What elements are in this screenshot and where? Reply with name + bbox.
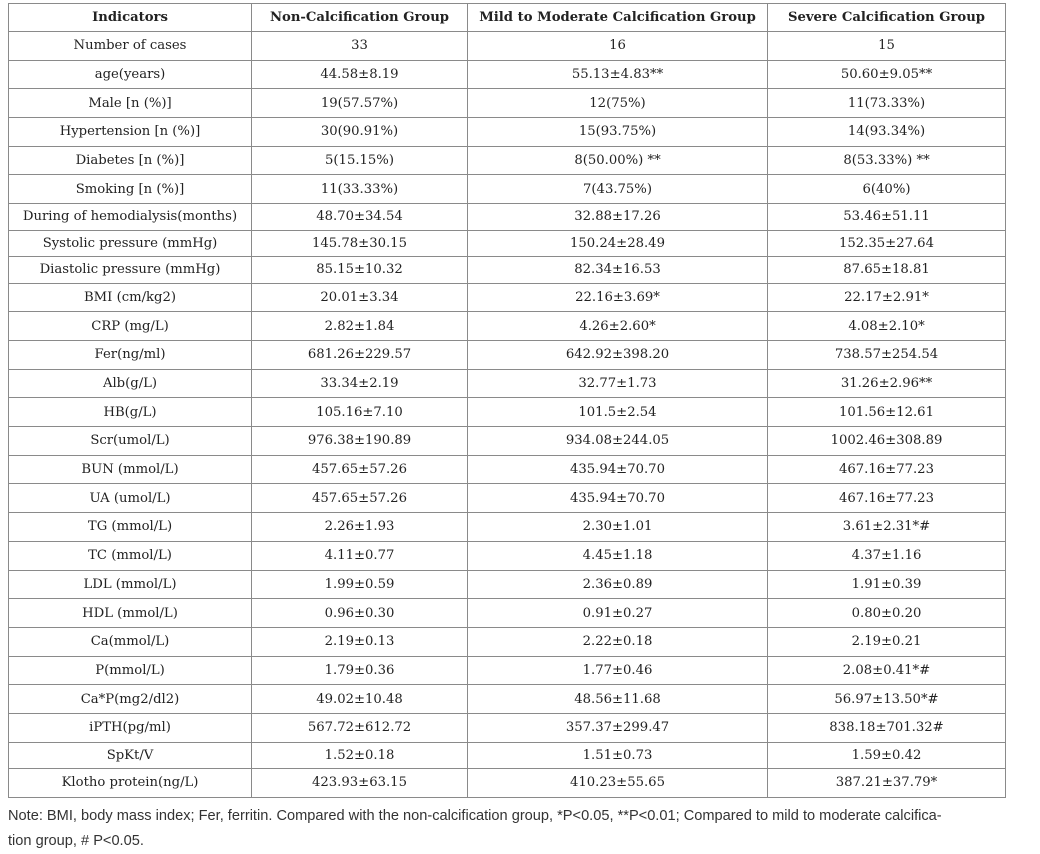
row-label: iPTH(pg/ml) (9, 713, 252, 742)
table-cell: 87.65±18.81 (768, 257, 1006, 284)
row-label: HB(g/L) (9, 398, 252, 427)
row-label: CRP (mg/L) (9, 312, 252, 341)
table-cell: 11(33.33%) (252, 175, 468, 204)
header-severe: Severe Calcification Group (768, 4, 1006, 32)
row-label: BUN (mmol/L) (9, 455, 252, 484)
row-label: Number of cases (9, 32, 252, 61)
table-cell: 48.70±34.54 (252, 204, 468, 231)
table-cell: 738.57±254.54 (768, 341, 1006, 370)
table-cell: 5(15.15%) (252, 146, 468, 175)
table-cell: 105.16±7.10 (252, 398, 468, 427)
table-cell: 4.11±0.77 (252, 541, 468, 570)
table-cell: 33.34±2.19 (252, 369, 468, 398)
row-label: Klotho protein(ng/L) (9, 769, 252, 798)
table-cell: 101.56±12.61 (768, 398, 1006, 427)
table-cell: 101.5±2.54 (468, 398, 768, 427)
table-cell: 30(90.91%) (252, 118, 468, 147)
table-row (9, 60, 1006, 89)
table-cell: 145.78±30.15 (252, 230, 468, 257)
table-cell: 934.08±244.05 (468, 427, 768, 456)
table-cell: 838.18±701.32# (768, 713, 1006, 742)
table-cell: 20.01±3.34 (252, 283, 468, 312)
table-cell: 7(43.75%) (468, 175, 768, 204)
table-body (9, 32, 1006, 798)
table-cell: 387.21±37.79* (768, 769, 1006, 798)
table-row (9, 484, 1006, 513)
table-row (9, 230, 1006, 257)
table-cell: 32.77±1.73 (468, 369, 768, 398)
table-cell: 31.26±2.96** (768, 369, 1006, 398)
table-cell: 2.30±1.01 (468, 513, 768, 542)
row-label: Ca(mmol/L) (9, 627, 252, 656)
table-cell: 457.65±57.26 (252, 484, 468, 513)
table-cell: 49.02±10.48 (252, 685, 468, 714)
table-cell: 2.22±0.18 (468, 627, 768, 656)
row-label: Diabetes [n (%)] (9, 146, 252, 175)
table-cell: 357.37±299.47 (468, 713, 768, 742)
row-label: SpKt/V (9, 742, 252, 769)
table-row (9, 599, 1006, 628)
table-row (9, 118, 1006, 147)
table-row (9, 769, 1006, 798)
table-cell: 1.79±0.36 (252, 656, 468, 685)
row-label: Hypertension [n (%)] (9, 118, 252, 147)
header-mild-moderate: Mild to Moderate Calcification Group (468, 4, 768, 32)
row-label: Systolic pressure (mmHg) (9, 230, 252, 257)
table-row (9, 257, 1006, 284)
table-cell: 152.35±27.64 (768, 230, 1006, 257)
table-cell: 0.91±0.27 (468, 599, 768, 628)
table-cell: 457.65±57.26 (252, 455, 468, 484)
table-cell: 2.36±0.89 (468, 570, 768, 599)
table-cell: 55.13±4.83** (468, 60, 768, 89)
table-row (9, 513, 1006, 542)
table-cell: 642.92±398.20 (468, 341, 768, 370)
table-cell: 410.23±55.65 (468, 769, 768, 798)
table-cell: 11(73.33%) (768, 89, 1006, 118)
table-row (9, 369, 1006, 398)
table-cell: 467.16±77.23 (768, 455, 1006, 484)
table-cell: 56.97±13.50*# (768, 685, 1006, 714)
table-cell: 6(40%) (768, 175, 1006, 204)
data-table-container (8, 3, 1005, 798)
table-cell: 1.59±0.42 (768, 742, 1006, 769)
table-cell: 1002.46±308.89 (768, 427, 1006, 456)
row-label: LDL (mmol/L) (9, 570, 252, 599)
table-row (9, 283, 1006, 312)
row-label: TG (mmol/L) (9, 513, 252, 542)
row-label: Male [n (%)] (9, 89, 252, 118)
table-row (9, 627, 1006, 656)
table-row (9, 175, 1006, 204)
table-cell: 50.60±9.05** (768, 60, 1006, 89)
table-cell: 44.58±8.19 (252, 60, 468, 89)
table-row (9, 427, 1006, 456)
table-cell: 1.91±0.39 (768, 570, 1006, 599)
row-label: Scr(umol/L) (9, 427, 252, 456)
table-cell: 32.88±17.26 (468, 204, 768, 231)
table-cell: 2.19±0.21 (768, 627, 1006, 656)
row-label: Diastolic pressure (mmHg) (9, 257, 252, 284)
footnote-line-1: Note: BMI, body mass index; Fer, ferritin. Compared with the non-calcification group, *P<0.05, **P<0.01; Compared to mild to moderate calcifica- (8, 808, 942, 824)
table-cell: 2.82±1.84 (252, 312, 468, 341)
table-cell: 14(93.34%) (768, 118, 1006, 147)
table-cell: 4.26±2.60* (468, 312, 768, 341)
table-row (9, 656, 1006, 685)
table-row (9, 742, 1006, 769)
row-label: UA (umol/L) (9, 484, 252, 513)
table-cell: 2.26±1.93 (252, 513, 468, 542)
table-row (9, 685, 1006, 714)
header-non-calcification: Non-Calcification Group (252, 4, 468, 32)
table-cell: 467.16±77.23 (768, 484, 1006, 513)
row-label: TC (mmol/L) (9, 541, 252, 570)
table-row (9, 312, 1006, 341)
table-row (9, 32, 1006, 61)
table-cell: 22.16±3.69* (468, 283, 768, 312)
table-row (9, 455, 1006, 484)
table-cell: 976.38±190.89 (252, 427, 468, 456)
row-label: During of hemodialysis(months) (9, 204, 252, 231)
table-cell: 1.52±0.18 (252, 742, 468, 769)
table-cell: 681.26±229.57 (252, 341, 468, 370)
table-cell: 1.77±0.46 (468, 656, 768, 685)
table-cell: 435.94±70.70 (468, 455, 768, 484)
row-label: Smoking [n (%)] (9, 175, 252, 204)
table-cell: 423.93±63.15 (252, 769, 468, 798)
table-cell: 1.51±0.73 (468, 742, 768, 769)
footnote-line-2: tion group, # P<0.05. (8, 833, 144, 849)
table-cell: 0.96±0.30 (252, 599, 468, 628)
table-cell: 435.94±70.70 (468, 484, 768, 513)
table-cell: 33 (252, 32, 468, 61)
table-cell: 12(75%) (468, 89, 768, 118)
row-label: Fer(ng/ml) (9, 341, 252, 370)
row-label: Ca*P(mg2/dl2) (9, 685, 252, 714)
table-cell: 4.45±1.18 (468, 541, 768, 570)
table-footnote (8, 804, 1008, 854)
table-row (9, 89, 1006, 118)
table-cell: 150.24±28.49 (468, 230, 768, 257)
table-row (9, 570, 1006, 599)
table-row (9, 398, 1006, 427)
table-header-row (9, 4, 1006, 32)
table-row (9, 146, 1006, 175)
table-cell: 567.72±612.72 (252, 713, 468, 742)
table-cell: 0.80±0.20 (768, 599, 1006, 628)
table-cell: 82.34±16.53 (468, 257, 768, 284)
table-row (9, 541, 1006, 570)
table-cell: 4.08±2.10* (768, 312, 1006, 341)
table-cell: 22.17±2.91* (768, 283, 1006, 312)
table-row (9, 341, 1006, 370)
table-cell: 2.08±0.41*# (768, 656, 1006, 685)
table-cell: 19(57.57%) (252, 89, 468, 118)
table-cell: 3.61±2.31*# (768, 513, 1006, 542)
header-indicators: Indicators (9, 4, 252, 32)
table-cell: 15(93.75%) (468, 118, 768, 147)
row-label: HDL (mmol/L) (9, 599, 252, 628)
table-cell: 8(50.00%) ** (468, 146, 768, 175)
table-cell: 53.46±51.11 (768, 204, 1006, 231)
table-cell: 2.19±0.13 (252, 627, 468, 656)
table-row (9, 204, 1006, 231)
table-cell: 85.15±10.32 (252, 257, 468, 284)
table-cell: 15 (768, 32, 1006, 61)
indicators-table (8, 3, 1006, 798)
table-cell: 1.99±0.59 (252, 570, 468, 599)
table-cell: 48.56±11.68 (468, 685, 768, 714)
row-label: P(mmol/L) (9, 656, 252, 685)
row-label: age(years) (9, 60, 252, 89)
table-cell: 4.37±1.16 (768, 541, 1006, 570)
table-cell: 8(53.33%) ** (768, 146, 1006, 175)
table-cell: 16 (468, 32, 768, 61)
row-label: Alb(g/L) (9, 369, 252, 398)
table-row (9, 713, 1006, 742)
row-label: BMI (cm/kg2) (9, 283, 252, 312)
